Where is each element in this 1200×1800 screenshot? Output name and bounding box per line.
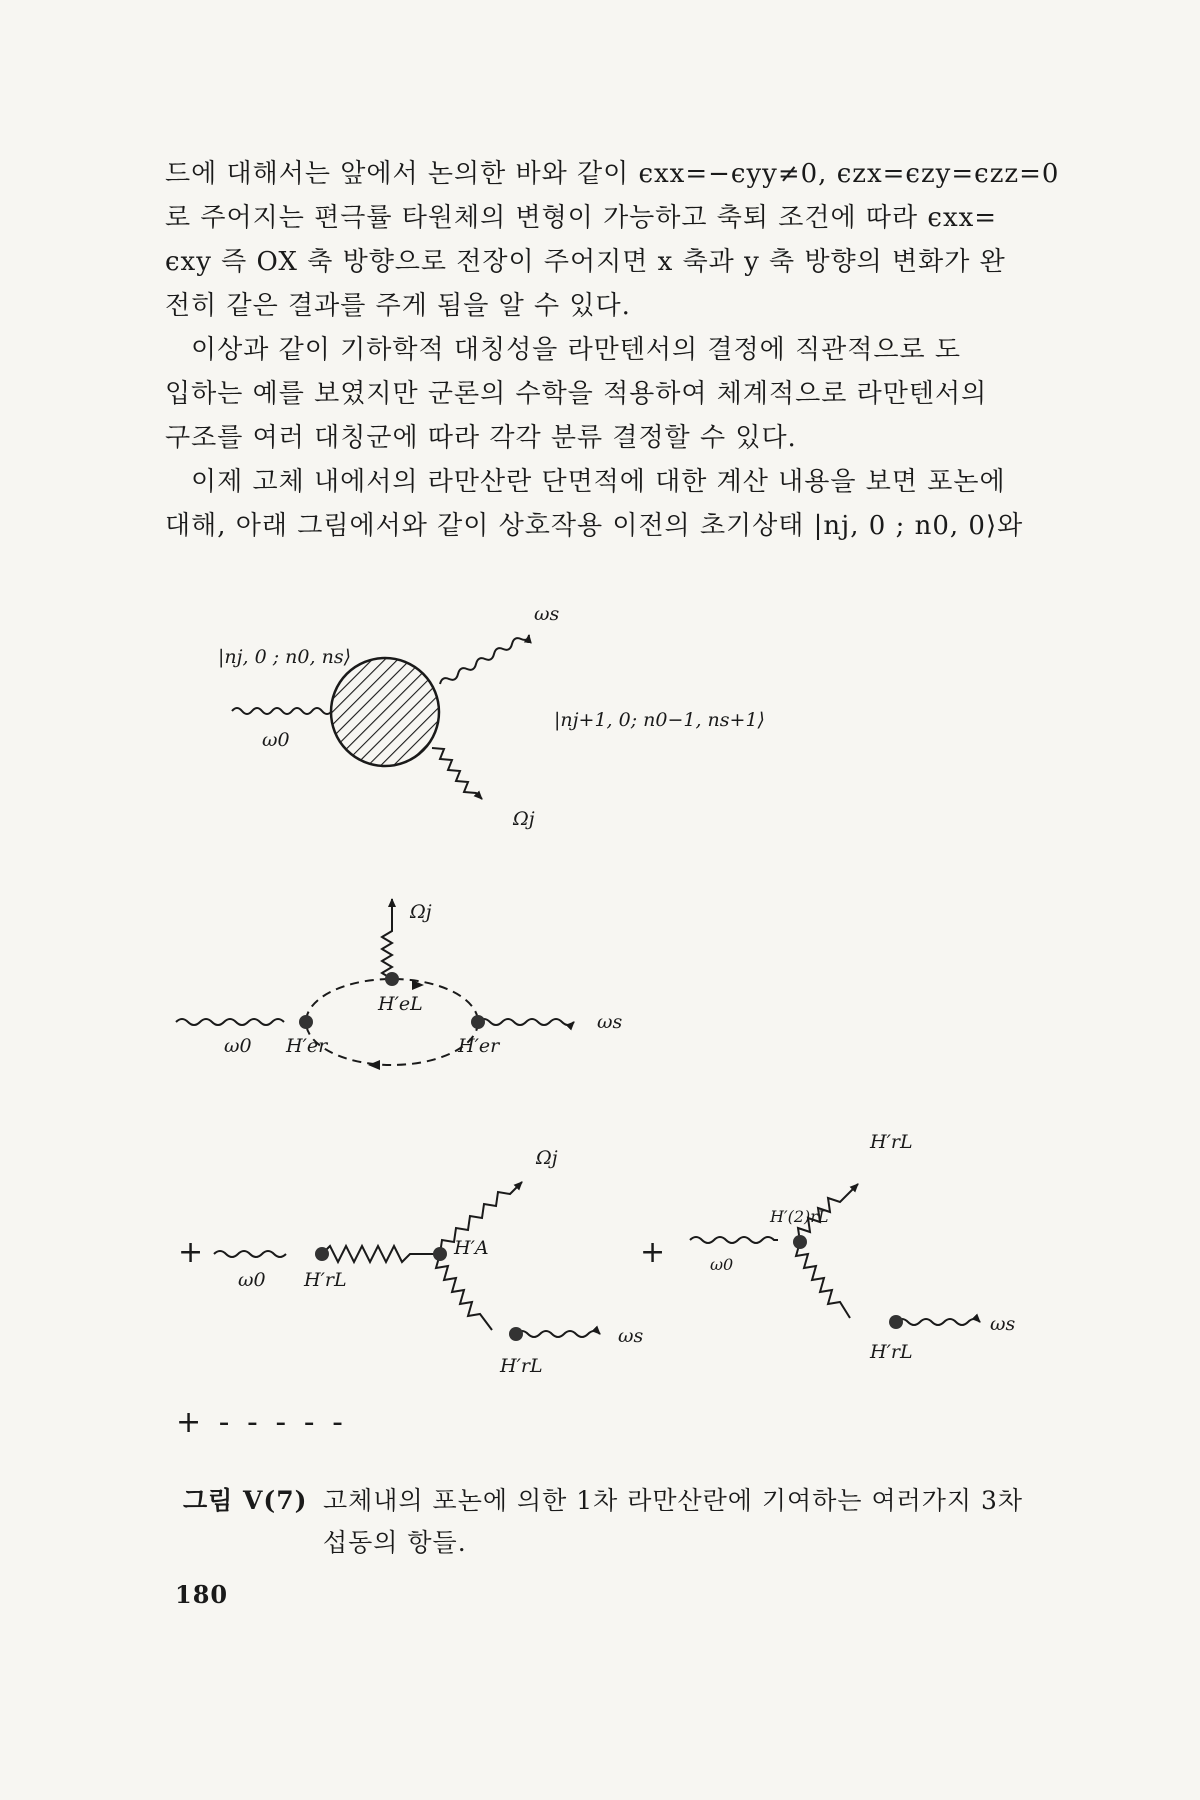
vertex-upper bbox=[793, 1235, 807, 1249]
phonon-down-line bbox=[436, 1254, 492, 1330]
H-rL-out-label: H′rL bbox=[500, 1355, 543, 1377]
paragraph-1-line-1: 드에 대해서는 앞에서 논의한 바와 같이 ϵxx=−ϵyy≠0, ϵzx=ϵzy=ϵzz=0 bbox=[165, 159, 1060, 189]
loop-arrow-bottom bbox=[368, 1060, 380, 1070]
omega-s-label: ωs bbox=[534, 603, 560, 625]
omega-s-label: ωs bbox=[990, 1313, 1016, 1335]
initial-state-label: |nj, 0 ; n0, ns⟩ bbox=[218, 646, 351, 668]
paragraph-3-line-1: 이제 고체 내에서의 라만산란 단면적에 대한 계산 내용을 보면 포논에 bbox=[191, 467, 1006, 497]
H-er-right-label: H′er bbox=[458, 1035, 500, 1057]
H-er-left-label: H′er bbox=[286, 1035, 328, 1057]
caption-text-line-2: 섭동의 항들. bbox=[323, 1528, 467, 1557]
figure-caption bbox=[183, 1480, 1043, 1564]
Omega-j-label: Ωj bbox=[410, 901, 432, 923]
photon-out-line bbox=[440, 635, 529, 684]
photon-in-line bbox=[232, 708, 332, 714]
H-rL-in-label: H′rL bbox=[304, 1269, 347, 1291]
diagram-4 bbox=[640, 1131, 1015, 1363]
photon-out-line bbox=[478, 1019, 574, 1025]
electron-loop bbox=[306, 979, 478, 1065]
plus-sign: + bbox=[178, 1235, 204, 1270]
diagram-1 bbox=[218, 603, 765, 830]
H-A-label: H′A bbox=[454, 1237, 489, 1259]
photon-in-line bbox=[214, 1251, 286, 1257]
caption-label: 그림 V(7) bbox=[183, 1486, 308, 1515]
vertex-left bbox=[299, 1015, 313, 1029]
omega-s-label: ωs bbox=[597, 1011, 623, 1033]
diagram-3 bbox=[178, 1147, 643, 1377]
omega-0-label: ω0 bbox=[710, 1255, 734, 1274]
omega-s-label: ωs bbox=[618, 1325, 644, 1347]
paragraph-3-line-2: 대해, 아래 그림에서와 같이 상호작용 이전의 초기상태 |nj, 0 ; n0, 0⟩와 bbox=[165, 511, 1024, 541]
photon-out-line bbox=[516, 1331, 600, 1337]
vertex-lower bbox=[889, 1315, 903, 1329]
paragraph-1-line-3: ϵxy 즉 OX 축 방향으로 전장이 주어지면 x 축과 y 축 방향의 변화가 완 bbox=[165, 247, 1006, 277]
plus-sign: + bbox=[640, 1235, 666, 1270]
photon-in-line bbox=[176, 1019, 284, 1025]
H-eL-label: H′eL bbox=[378, 993, 423, 1015]
omega-0-label: ω0 bbox=[224, 1035, 252, 1057]
diagram-2 bbox=[176, 899, 622, 1070]
Omega-j-label: Ωj bbox=[536, 1147, 558, 1169]
final-state-label: |nj+1, 0; n0−1, ns+1⟩ bbox=[554, 709, 765, 731]
paragraph-2-line-1: 이상과 같이 기하학적 대칭성을 라만텐서의 결정에 직관적으로 도 bbox=[191, 335, 961, 365]
Omega-j-label: Ωj bbox=[513, 808, 535, 830]
H-rL-bottom-label: H′rL bbox=[870, 1341, 913, 1363]
photon-in-line bbox=[690, 1237, 778, 1243]
paragraph-1-line-4: 전히 같은 결과를 주게 됨을 알 수 있다. bbox=[165, 291, 631, 321]
phonon-up-line bbox=[382, 899, 392, 979]
omega-0-label: ω0 bbox=[262, 729, 290, 751]
caption-text-line-1: 고체내의 포논에 의한 1차 라만산란에 기여하는 여러가지 3차 bbox=[323, 1486, 1024, 1515]
page-number: 180 bbox=[175, 1580, 229, 1609]
vertex-left bbox=[315, 1247, 329, 1261]
phonon-mid-line bbox=[322, 1246, 438, 1262]
phonon-out-line bbox=[432, 748, 482, 799]
vertex-bottom bbox=[509, 1327, 523, 1341]
vertex-right bbox=[471, 1015, 485, 1029]
paragraph-2-line-2: 입하는 예를 보였지만 군론의 수학을 적용하여 체계적으로 라만텐서의 bbox=[165, 379, 988, 409]
vertex-middle bbox=[433, 1247, 447, 1261]
omega-0-label: ω0 bbox=[238, 1269, 266, 1291]
H-rL-top-label: H′rL bbox=[870, 1131, 913, 1153]
phonon-down-line bbox=[796, 1242, 850, 1318]
vertex-top bbox=[385, 972, 399, 986]
H-rL2-label: H′(2)rL bbox=[770, 1207, 829, 1226]
paragraph-2-line-3: 구조를 여러 대칭군에 따라 각각 분류 결정할 수 있다. bbox=[165, 423, 797, 453]
paragraph-1-line-2: 로 주어지는 편극률 타원체의 변형이 가능하고 축퇴 조건에 따라 ϵxx= bbox=[165, 203, 998, 233]
hatched-scattering-vertex bbox=[331, 658, 439, 766]
continuation-terms: + - - - - - bbox=[176, 1405, 347, 1440]
photon-out-line bbox=[896, 1319, 980, 1325]
